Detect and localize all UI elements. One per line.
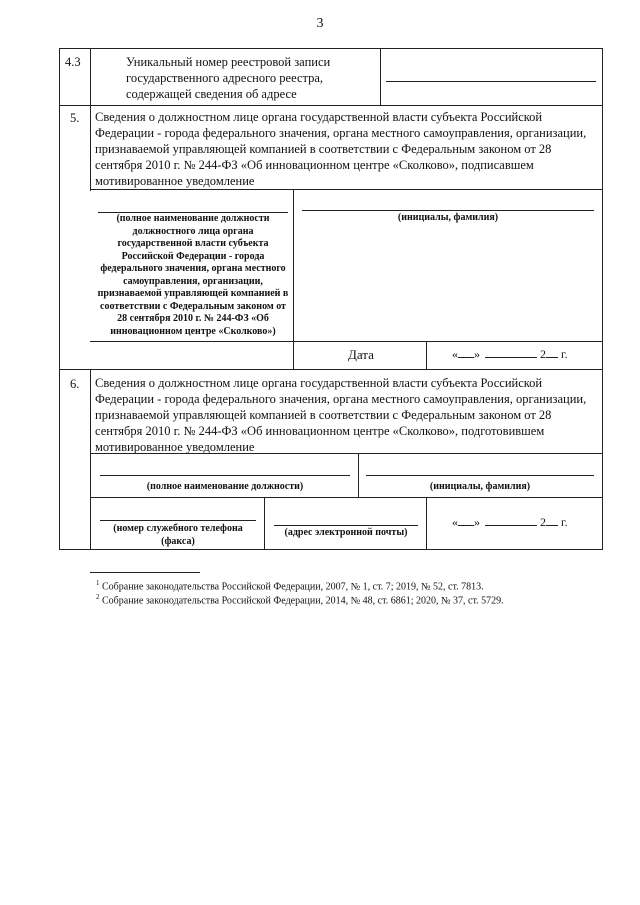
row-6-phone-field[interactable] xyxy=(100,520,256,521)
date-quote-open: « xyxy=(452,347,458,361)
row-6-initials-caption: (инициалы, фамилия) xyxy=(429,481,531,492)
row-4-3-divider xyxy=(90,49,91,105)
row-5-heading: Сведения о должностном лице органа государственной власти субъекта Российской Федерации - города федерального значения, органа местного самоуправления, организации, признаваемой управляющей компанией в соответствии с Федеральным законом от 28 сентября 2010 г. № 244-ФЗ «Об инновационном центре «Сколково», подписавшем мотивированное уведомление xyxy=(95,110,587,188)
row-divider xyxy=(90,453,602,454)
row-6-date-field[interactable] xyxy=(452,515,592,531)
row-4-3-label: Уникальный номер реестровой записи государственного адресного реестра, содержащей сведения об адресе xyxy=(126,55,331,101)
form-table xyxy=(59,48,603,550)
row-5-sig-divider xyxy=(293,189,294,369)
registry-number-field[interactable] xyxy=(386,81,596,82)
row-5-initials-field[interactable] xyxy=(302,210,594,211)
row-6-position-field[interactable] xyxy=(100,475,350,476)
date-quote-open: « xyxy=(452,515,458,529)
footnote-1-mark: 1 xyxy=(96,579,100,587)
row-divider xyxy=(60,369,602,370)
row-5-number-divider xyxy=(90,105,91,191)
row-5-initials-caption: (инициалы, фамилия) xyxy=(397,212,499,223)
row-4-3-divider-right xyxy=(380,49,381,105)
row-5-date-field[interactable] xyxy=(452,347,592,363)
date-year-suffix: г. xyxy=(561,347,568,361)
row-5-date-divider xyxy=(426,341,427,369)
row-divider xyxy=(60,105,602,106)
footnote-separator xyxy=(90,572,200,573)
footnote-2 xyxy=(96,591,616,607)
row-5-number: 5. xyxy=(70,111,80,125)
date-year-prefix: 2 xyxy=(540,347,546,361)
row-6-number-divider xyxy=(90,369,91,549)
footnote-1-text: Собрание законодательства Российской Федерации, 2007, № 1, ст. 7; 2019, № 52, ст. 7813. xyxy=(102,581,484,593)
row-6-email-divider xyxy=(426,497,427,549)
page-number: 3 xyxy=(316,16,324,31)
date-year-suffix: г. xyxy=(561,515,568,529)
row-divider xyxy=(90,497,602,498)
row-6-position-caption: (полное наименование должности) xyxy=(146,481,304,492)
row-6-heading: Сведения о должностном лице органа государственной власти субъекта Российской Федерации - города федерального значения, органа местного самоуправления, организации, признаваемой управляющей компанией в соответствии с Федеральным законом от 28 сентября 2010 г. № 244-ФЗ «Об инновационном центре «Сколково», подготовившем мотивированное уведомление xyxy=(95,376,587,454)
footnote-2-mark: 2 xyxy=(96,593,100,601)
row-4-3-number: 4.3 xyxy=(65,55,81,69)
date-quote-close: » xyxy=(474,515,480,529)
row-divider xyxy=(90,189,602,190)
row-5-position-caption: (полное наименование должности должностного лица органа государственной власти субъекта Российской Федерации - города федерального значения, органа местного самоуправления, организации, признаваемой управляющей компанией в соответствии с Федеральным законом от 28 сентября 2010 г. № 244-ФЗ «Об инновационном центре «Сколково») xyxy=(97,213,289,337)
footnote-2-text: Собрание законодательства Российской Федерации, 2014, № 48, ст. 6861; 2020, № 37, ст. 5729. xyxy=(102,595,504,607)
row-5-date-label: Дата xyxy=(348,347,374,362)
row-6-email-caption: (адрес электронной почты) xyxy=(284,527,408,538)
row-6-phone-caption: (номер служебного телефона (факса) xyxy=(113,523,243,547)
date-year-prefix: 2 xyxy=(540,515,546,529)
row-6-number: 6. xyxy=(70,377,80,391)
row-6-sig-divider xyxy=(358,453,359,497)
row-6-initials-field[interactable] xyxy=(366,475,594,476)
row-divider xyxy=(90,341,602,342)
date-quote-close: » xyxy=(474,347,480,361)
row-6-phone-divider xyxy=(264,497,265,549)
row-6-email-field[interactable] xyxy=(274,525,418,526)
